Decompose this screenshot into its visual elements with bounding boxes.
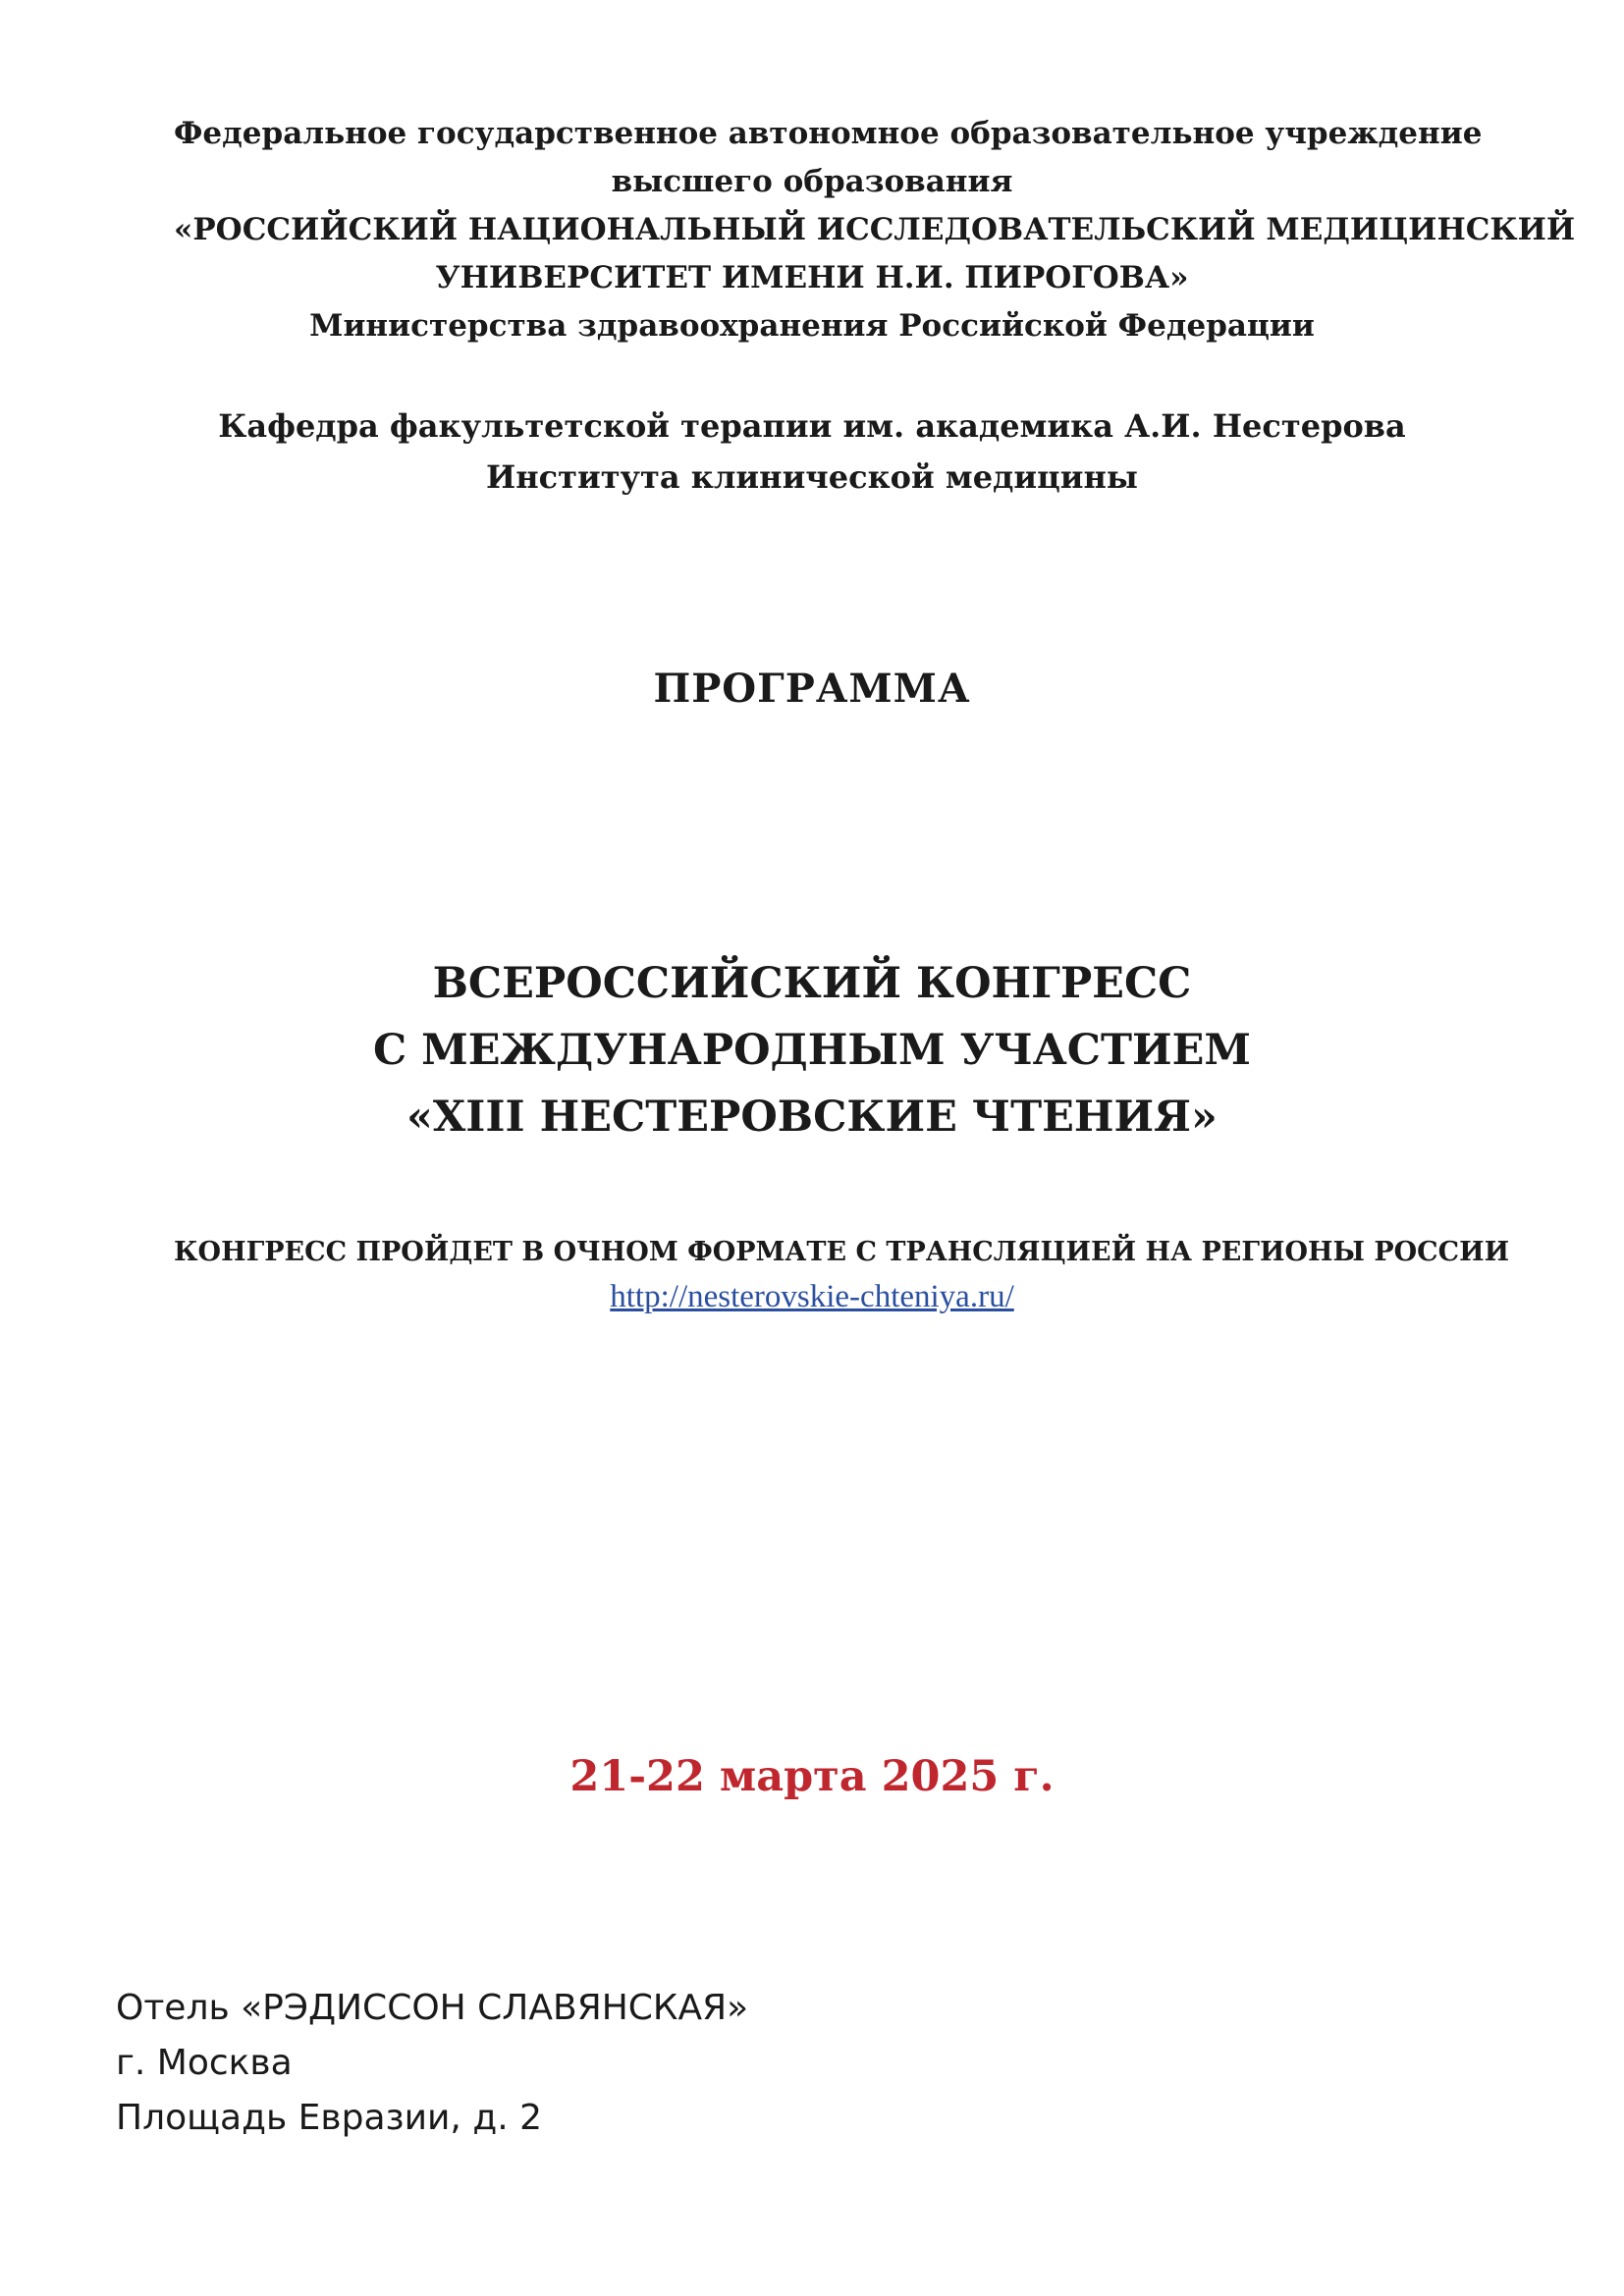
document-title-text: ПРОГРАММА <box>653 666 971 712</box>
format-note <box>174 1233 1510 1272</box>
event-date <box>0 1747 1624 1806</box>
department-header <box>174 400 1450 503</box>
department-line: Института клинической медицины <box>486 458 1138 496</box>
congress-title-line: ВСЕРОССИЙСКИЙ КОНГРЕСС <box>432 959 1192 1008</box>
venue-address <box>116 1981 1000 2146</box>
format-note-text: КОНГРЕСС ПРОЙДЕТ В ОЧНОМ ФОРМАТЕ С ТРАНСЛЯЦИЕЙ НА РЕГИОНЫ РОССИИ <box>174 1237 1510 1267</box>
event-date-text: 21-22 марта 2025 г. <box>569 1752 1055 1801</box>
document-title <box>0 660 1624 719</box>
venue-hotel: Отель «РЭДИССОН СЛАВЯНСКАЯ» <box>116 1988 749 2028</box>
venue-city: г. Москва <box>116 2043 293 2083</box>
website-block <box>0 1276 1624 1317</box>
venue-street: Площадь Евразии, д. 2 <box>116 2098 543 2138</box>
institution-line: Министерства здравоохранения Российской Федерации <box>309 308 1315 344</box>
congress-title-line: «XIII НЕСТЕРОВСКИЕ ЧТЕНИЯ» <box>406 1093 1218 1142</box>
congress-title <box>0 950 1624 1150</box>
institution-header <box>174 110 1576 350</box>
institution-line: УНИВЕРСИТЕТ ИМЕНИ Н.И. ПИРОГОВА» <box>435 260 1189 295</box>
institution-line: Федеральное государственное автономное образовательное учреждение <box>174 116 1483 151</box>
website-link[interactable]: http://nesterovskie-chteniya.ru/ <box>610 1279 1014 1314</box>
institution-line: высшего образования <box>611 164 1013 199</box>
congress-title-line: С МЕЖДУНАРОДНЫМ УЧАСТИЕМ <box>372 1026 1252 1075</box>
department-line: Кафедра факультетской терапии им. академика А.И. Нестерова <box>218 407 1406 445</box>
institution-line: «РОССИЙСКИЙ НАЦИОНАЛЬНЫЙ ИССЛЕДОВАТЕЛЬСКИЙ МЕДИЦИНСКИЙ <box>174 212 1576 247</box>
